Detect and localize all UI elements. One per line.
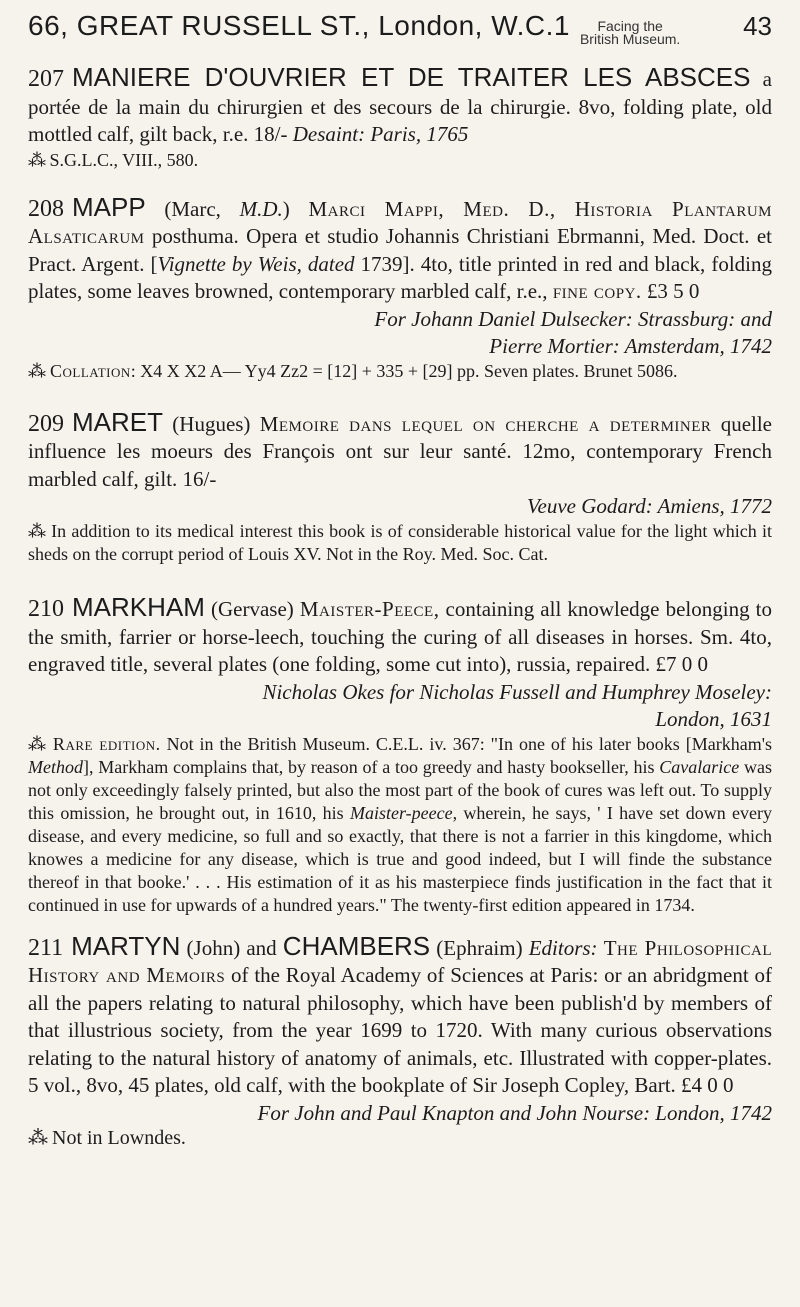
asterism-mark: ⁂ <box>28 1126 47 1149</box>
note-text-a: Not in the British Museum. C.E.L. iv. 367: "In one of his later books [Markham's <box>160 733 773 754</box>
asterism-mark: ⁂ <box>28 149 45 170</box>
entry-title: MANIERE D'OUVRIER ET DE TRAITER LES ABSCES <box>72 62 751 92</box>
entry-author: MARET <box>72 406 163 437</box>
facing-note <box>580 20 680 46</box>
author-paren: (Gervase) <box>204 597 300 621</box>
catalogue-entry-207 <box>28 64 772 172</box>
page-number: 43 <box>743 11 772 41</box>
entry-price: £3 5 0 <box>641 279 700 303</box>
entry-description <box>28 191 772 306</box>
entry-title: Maister-Peece, <box>299 597 440 621</box>
entry-number: 209 <box>28 410 64 437</box>
catalogue-page <box>28 10 772 1150</box>
entry-number: 208 <box>28 195 64 222</box>
author-paren: (Hugues) <box>163 411 260 436</box>
catalogue-entry-208 <box>28 191 772 383</box>
entry-number: 207 <box>28 66 64 92</box>
facing-line-2: British Museum. <box>579 31 681 47</box>
note-method: Method <box>28 756 83 777</box>
publisher-line-2: Pierre Mortier: Amsterdam, 1742 <box>489 333 772 358</box>
facing-line-1: Facing the <box>597 18 663 34</box>
entry-body: a portée de la main du chirurgien et des secours de la chirurgie. 8vo, folding plate, old mottled calf, gilt back, r.e. 18/- <box>28 67 772 146</box>
asterism-mark: ⁂ <box>28 360 45 381</box>
entry-publisher <box>28 306 772 360</box>
entry-number: 210 <box>28 596 64 622</box>
entry-publisher: Veuve Godard: Amiens, 1772 <box>527 494 772 518</box>
publisher-line-2: London, 1631 <box>655 706 772 731</box>
author-paren-open: (Marc, <box>145 196 240 221</box>
publisher-line-1: Nicholas Okes for Nicholas Fussell and Humphrey Moseley: <box>262 679 772 704</box>
entry-publisher <box>28 679 772 733</box>
entry-author-2: CHAMBERS <box>282 930 431 961</box>
rare-edition-label: Rare edition. <box>46 733 161 754</box>
author-paren-2: (Ephraim) <box>430 935 529 960</box>
note-text: Not in Lowndes. <box>47 1126 186 1149</box>
note-text: : X4 X X2 A— Yy4 Zz2 = [12] + 335 + [29] pp. Seven plates. Brunet 5086. <box>130 360 678 381</box>
entry-body-1: posthuma. Opera et studio Johannis Christiani Ebrmanni, Med. Doct. et Pract. Argent. [ <box>28 224 772 276</box>
entry-title: Marci Mappi, Med. D., Historia Plantarum Alsaticarum <box>28 196 772 248</box>
bookseller-address: 66, GREAT RUSSELL ST., London, W.C.1 <box>28 10 570 41</box>
author-paren-close: ) <box>282 196 309 221</box>
publisher-line-1: For Johann Daniel Dulsecker: Strassburg: and <box>374 306 772 331</box>
entry-body: of the Royal Academy of Sciences at Paris: or an abridgment of all the papers relating to natural philosophy, which have been publish'd by members of that illustrious society, from the year 1699 to 1720. With many curious observations relating to the natural history of anatomy of animals, etc. Illustrated with copper-plates. 5 vol., 8vo, 45 plates, old calf, with the bookplate of Sir Joseph Copley, Bart. £4 0 0 <box>28 963 772 1097</box>
entry-author: MARKHAM <box>72 592 205 622</box>
asterism-mark: ⁂ <box>28 733 47 754</box>
vignette-note: Vignette by Weis, dated <box>157 251 355 276</box>
asterism-mark: ⁂ <box>28 521 46 541</box>
catalogue-entry-209 <box>28 406 773 567</box>
fine-copy-label: fine copy. <box>552 279 642 303</box>
note-text: S.G.L.C., VIII., 580. <box>45 149 199 170</box>
entry-note <box>28 1127 772 1150</box>
entry-description <box>28 406 772 494</box>
catalogue-entry-211 <box>28 930 773 1150</box>
author-paren-1: (John) and <box>180 935 283 960</box>
entry-description <box>28 64 772 149</box>
entry-note <box>28 520 772 566</box>
entry-note <box>28 733 772 917</box>
entry-author-1: MARTYN <box>71 930 181 961</box>
author-degree: M.D. <box>239 196 283 221</box>
entry-publisher: For John and Paul Knapton and John Nourse: London, 1742 <box>257 1100 772 1125</box>
entry-description <box>28 594 772 679</box>
page-header <box>28 10 772 50</box>
editors-label: Editors: <box>528 935 598 960</box>
entry-title: Memoire dans lequel on cherche a determiner <box>259 411 712 436</box>
entry-title: The Philosophical History and Memoirs <box>28 935 773 987</box>
note-text-d: , wherein, he says, ' I have set down every disease, and every medicine, so full and so exactly, that there is not a farrier in this kingdome, which knowes a medicine for any disease, which is true and good indeed, but I will finde the substance thereof in that booke.' . . . His estimation of it as his masterpiece finds justification in the fact that it continued in use for upwards of a hundred years." The twenty-first edition appeared in 1734. <box>28 802 772 915</box>
note-text-c: was not only exceedingly falsely printed, but also the most part of the book of cures was left out. To supply this omission, he brought out, in 1610, his <box>28 756 772 823</box>
note-text-b: ], Markham complains that, by reason of a too greedy and hasty bookseller, his <box>82 756 660 777</box>
entry-body: containing all knowledge belonging to the smith, farrier or horse-leech, touching the curing of all diseases in horses. Sm. 4to, engraved title, several plates (one folding, some cut into), russia, repaired. £7 0 0 <box>28 597 773 676</box>
note-text: In addition to its medical interest this book is of considerable historical value for the light which it sheds on the corrupt period of Louis XV. Not in the Roy. Med. Soc. Cat. <box>28 521 773 564</box>
entry-body: quelle influence les moeurs des François ont sur leur santé. 12mo, contemporary French marbled calf, gilt. 16/- <box>28 411 772 491</box>
entry-number: 211 <box>28 934 64 961</box>
entry-author: MAPP <box>72 191 146 222</box>
entry-note <box>28 149 772 172</box>
entry-description <box>28 930 773 1100</box>
entry-publisher: Desaint: Paris, 1765 <box>292 122 469 146</box>
note-maister-peece: Maister-peece <box>349 802 453 823</box>
collation-label: Collation <box>45 360 131 381</box>
entry-body-2: 1739]. 4to, title printed in red and black, folding plates, some leaves browned, contemporary marbled calf, r.e., <box>28 251 772 303</box>
catalogue-entry-210 <box>28 594 772 917</box>
note-cavalarice: Cavalarice <box>659 756 740 777</box>
entry-note <box>28 360 772 383</box>
